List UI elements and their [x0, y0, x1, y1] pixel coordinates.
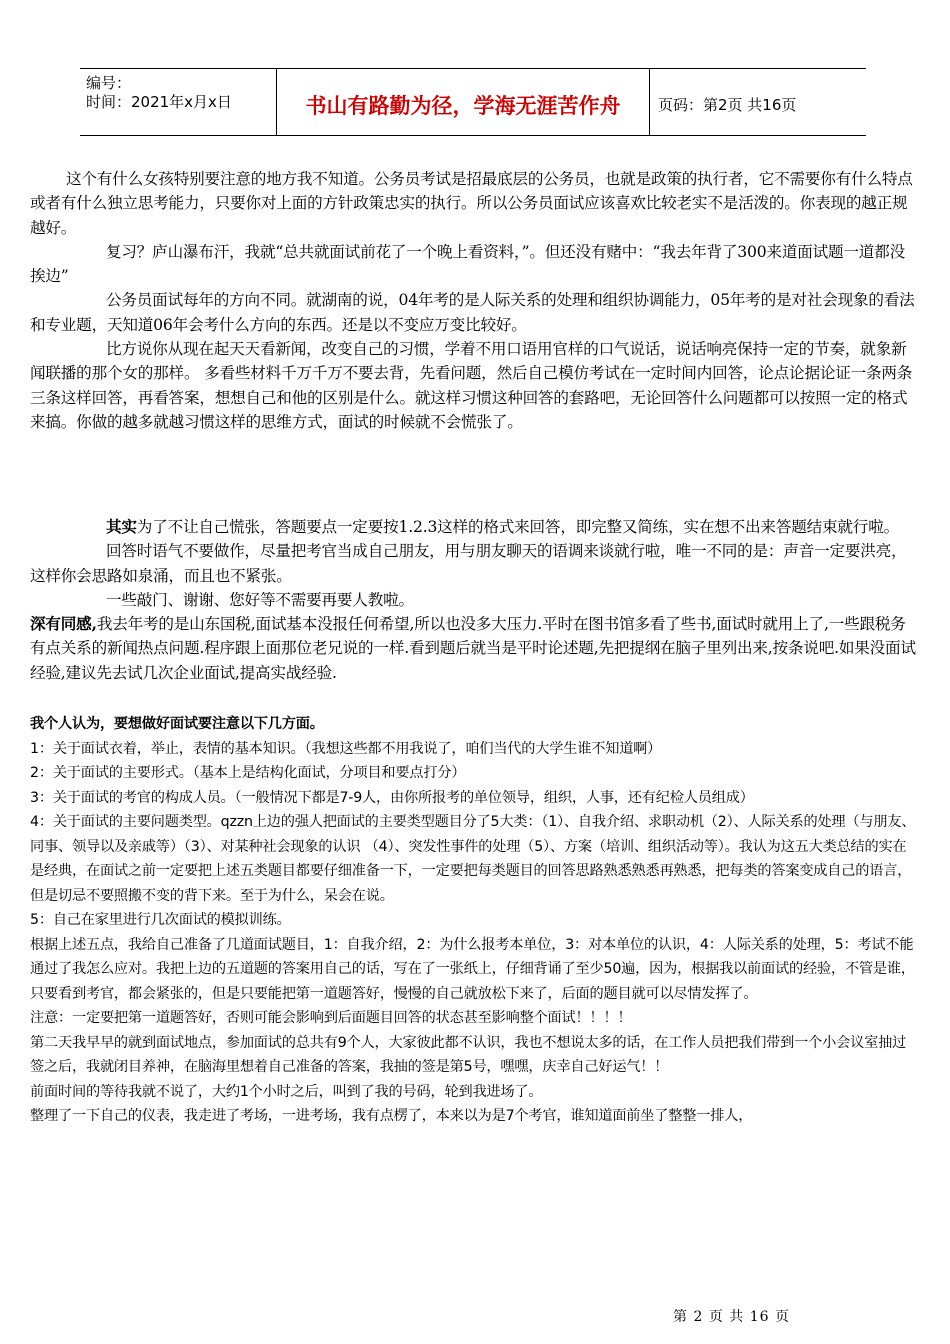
paragraph: 这个有什么女孩特别要注意的地方我不知道。公务员考试是招最底层的公务员，也就是政策的执行者，它不需要你有什么特点或者有什么独立思考能力，只要你对上面的方针政策忠实的执行。所以公务员面试应该喜欢比较老实不是活泼的。你表现的越正规越好。 — [30, 170, 913, 237]
paragraph — [30, 612, 920, 685]
paragraph: 比方说你从现在起天天看新闻，改变自己的习惯，学着不用口语用官样的口气说话，说话响亮保持一定的节奏，就象新闻联播的那个女的那样。 多看些材料千万千万不要去背，先看问题，然后自己模仿考试在一定时间内回答，论点论据论证一条两条三条这样回答，再看答案，想想自己和他的区别是什么。就这样习惯这种回答的套路吧，无论回答什么问题都可以按照一定的格式来搞。你做的越多就越习惯这样的思维方式，面试的时候就不会慌张了。 — [30, 340, 913, 431]
paragraph — [30, 515, 920, 539]
list-item: 1：关于面试衣着，举止，表情的基本知识。（我想这些都不用我说了，咱们当代的大学生谁不知道啊） — [30, 740, 662, 757]
page-footer: 第 2 页 共 16 页 — [673, 1309, 790, 1325]
header-page-cell — [650, 69, 866, 135]
paragraph: 公务员面试每年的方向不同。就湖南的说，04年考的是人际关系的处理和组织协调能力，05年考的是对社会现象的看法和专业题，天知道06年会考什么方向的东西。还是以不变应万变比较好。 — [30, 291, 915, 334]
list-item: 4：关于面试的主要问题类型。qzzn上边的强人把面试的主要类型题目分了5大类：（1）、自我介绍、求职动机（2）、人际关系的处理（与朋友、同事、领导以及亲戚等）（3）、对某种社会现象的认识 （4）、突发性事件的处理（5）、方案（培训、组织活动等）。我认为这五大类总结的实在是经典，在面试之前一定要把上述五类题目都要仔细准备一下，一定要把每类题目的回答思路熟悉熟悉再熟悉，把每类的答案变成自己的语言，但是切忌不要照搬不变的背下来。至于为什么，呆会在说。 — [30, 814, 916, 904]
emphasis-text: 其实 — [106, 517, 137, 536]
list-item: 3：关于面试的考官的构成人员。（一般情况下都是7-9人，由你所报考的单位领导，组织，人事，还有纪检人员组成） — [30, 789, 754, 806]
paragraph: 复习？庐山瀑布汗，我就“总共就面试前花了一个晚上看资料，”。但还没有赌中：“我去年背了300来道面试题一道都没挨边” — [30, 242, 905, 286]
paragraph: 前面时间的等待我就不说了，大约1个小时之后，叫到了我的号码，轮到我进场了。 — [30, 1083, 543, 1100]
body-section-1 — [30, 167, 920, 434]
document-time-label: 时间：2021年x月x日 — [86, 93, 232, 111]
body-section-3 — [30, 712, 920, 1129]
body-section-2 — [30, 515, 920, 685]
list-item: 5：自己在家里进行几次面试的模拟训练。 — [30, 912, 291, 928]
section-heading: 我个人认为，要想做好面试要注意以下几方面。 — [30, 716, 324, 732]
header-motto-cell — [277, 69, 650, 135]
paragraph: 整理了一下自己的仪表，我走进了考场，一进考场，我有点楞了，本来以为是7个考官，谁知道面前坐了整整一排人， — [30, 1108, 753, 1124]
paragraph: 回答时语气不要做作，尽量把考官当成自己朋友，用与朋友聊天的语调来谈就行啦，唯一不同的是：声音一定要洪亮，这样你会思路如泉涌，而且也不紧张。 — [30, 542, 907, 585]
paragraph: 根据上述五点，我给自己准备了几道面试题目，1：自我介绍，2：为什么报考本单位，3：对本单位的认识，4：人际关系的处理，5：考试不能通过了我怎么应对。我把上边的五道题的答案用自己的话，写在了一张纸上，仔细背诵了至少50遍，因为，根据我以前面试的经验，不管是谁，只要看到考官，都会紧张的，但是只要能把第一道题答好，慢慢的自己就放松下来了，后面的题目就可以尽情发挥了。 — [30, 936, 915, 1002]
document-number-label: 编号： — [86, 74, 132, 92]
list-item: 2：关于面试的主要形式。（基本上是结构化面试，分项目和要点打分） — [30, 765, 466, 781]
header-motto: 书山有路勤为径，学海无涯苦作舟 — [305, 94, 621, 118]
paragraph-text: 为了不让自己慌张，答题要点一定要按1.2.3这样的格式来回答，即完整又简练，实在想不出来答题结束就行啦。 — [136, 518, 899, 536]
header-page-info: 页码：第2页 共16页 — [658, 96, 797, 114]
header-meta-cell — [80, 69, 277, 135]
paragraph: 一些敲门、谢谢、您好等不需要再要人教啦。 — [106, 590, 414, 609]
paragraph-text: 我去年考的是山东国税,面试基本没报任何希望,所以也没多大压力.平时在图书馆多看了些书,面试时就用上了,一些跟税务有点关系的新闻热点问题.程序跟上面那位老兄说的一样.看到题后就当是平时论述题,先把提纲在脑子里列出来,按条说吧.如果没面试经验,建议先去试几次企业面试,提高实战经验. — [30, 615, 916, 682]
paragraph: 注意：一定要把第一道题答好，否则可能会影响到后面题目回答的状态甚至影响整个面试！！！！ — [30, 1010, 632, 1026]
paragraph: 第二天我早早的就到面试地点，参加面试的总共有9个人，大家彼此都不认识，我也不想说太多的话，在工作人员把我们带到一个小会议室抽过签之后，我就闭目养神，在脑海里想着自己准备的答案，我抽的签是第5号，嘿嘿，庆幸自己好运气！！ — [30, 1034, 907, 1075]
emphasis-text: 深有同感, — [30, 614, 97, 634]
page-header-table — [80, 68, 866, 136]
